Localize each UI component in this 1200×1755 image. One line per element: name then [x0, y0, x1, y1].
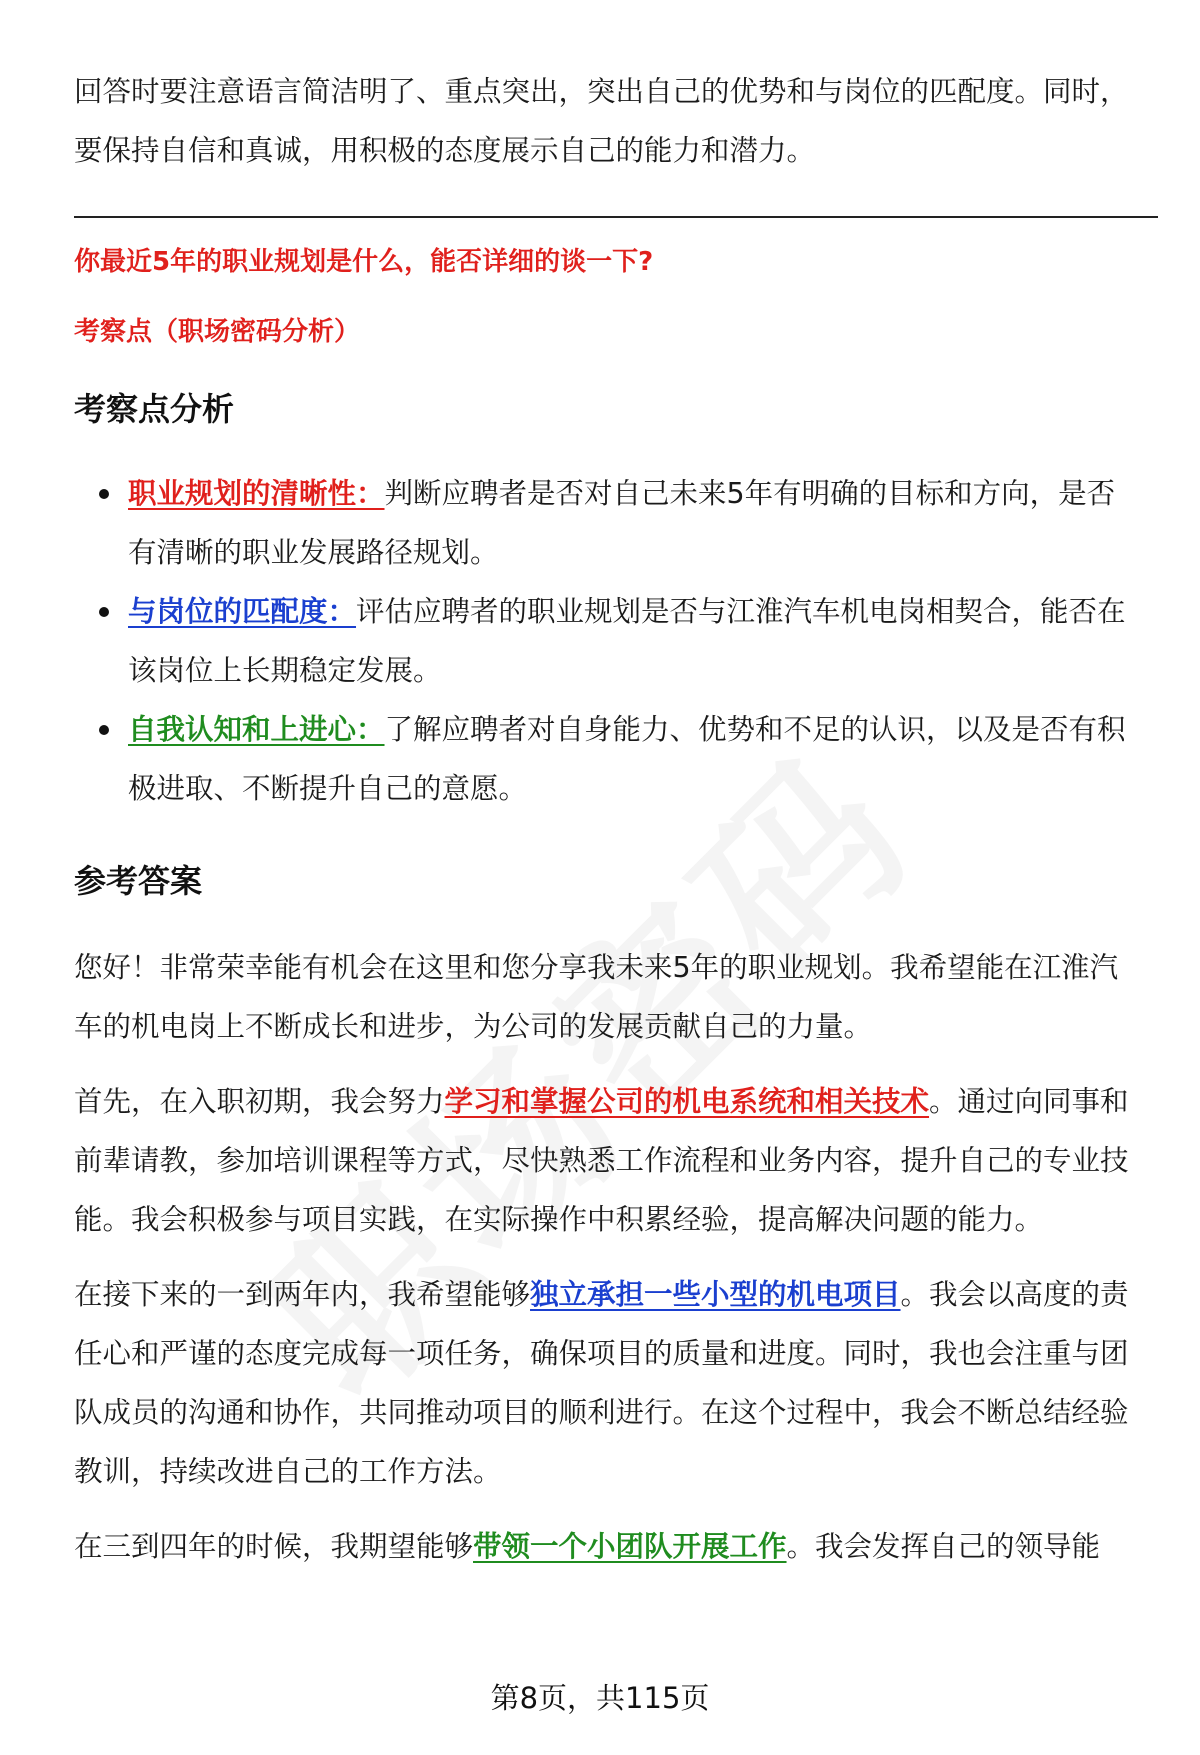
answer-text: 首先，在入职初期，我会努力 — [74, 1085, 445, 1118]
question-title: 你最近5年的职业规划是什么，能否详细的谈一下? — [74, 247, 654, 277]
answer-keyword: 带领一个小团队开展工作 — [473, 1530, 787, 1563]
answer-text: 。我会发挥自己的领导能 — [786, 1530, 1101, 1563]
analysis-item — [74, 582, 1136, 700]
intro-paragraph: 回答时要注意语言简洁明了、重点突出，突出自己的优势和与岗位的匹配度。同时，要保持自信和真诚，用积极的态度展示自己的能力和潜力。 — [74, 75, 1129, 167]
section-divider — [74, 216, 1158, 218]
analysis-text: 评估应聘者的职业规划是否与江淮汽车机电岗相契合，能否在该岗位上长期稳定发展。 — [128, 595, 1126, 687]
answer-paragraph-1: 您好！非常荣幸能有机会在这里和您分享我未来5年的职业规划。我希望能在江淮汽车的机电岗上不断成长和进步，为公司的发展贡献自己的力量。 — [74, 951, 1119, 1043]
analysis-list — [74, 464, 1136, 818]
answer-keyword: 学习和掌握公司的机电系统和相关技术 — [444, 1085, 930, 1118]
bullet-icon — [99, 489, 109, 499]
answer-paragraph-4 — [74, 1517, 1136, 1576]
analysis-item — [74, 700, 1136, 818]
answer-paragraph-2 — [74, 1072, 1136, 1249]
question-subtitle: 考察点（职场密码分析） — [74, 317, 361, 347]
bullet-icon — [99, 607, 109, 617]
analysis-text: 判断应聘者是否对自己未来5年有明确的目标和方向，是否有清晰的职业发展路径规划。 — [128, 477, 1116, 569]
answer-text: 。通过向同事和前辈请教，参加培训课程等方式，尽快熟悉工作流程和业务内容，提升自己的专业技能。我会积极参与项目实践，在实际操作中积累经验，提高解决问题的能力。 — [74, 1085, 1129, 1236]
analysis-text: 了解应聘者对自身能力、优势和不足的认识，以及是否有积极进取、不断提升自己的意愿。 — [128, 713, 1126, 805]
analysis-keyword: 与岗位的匹配度： — [128, 595, 357, 628]
answer-keyword: 独立承担一些小型的机电项目 — [530, 1278, 901, 1311]
answer-text: 在三到四年的时候，我期望能够 — [74, 1530, 474, 1563]
analysis-keyword: 职业规划的清晰性： — [128, 477, 385, 510]
answer-text: 在接下来的一到两年内，我希望能够 — [74, 1278, 531, 1311]
page-number: 第8页，共115页 — [490, 1681, 710, 1715]
answer-paragraph-3 — [74, 1265, 1136, 1501]
analysis-item — [74, 464, 1136, 582]
page-content — [74, 62, 1136, 1592]
bullet-icon — [99, 725, 109, 735]
answer-text: 。我会以高度的责任心和严谨的态度完成每一项任务，确保项目的质量和进度。同时，我也会注重与团队成员的沟通和协作，共同推动项目的顺利进行。在这个过程中，我会不断总结经验教训，持续改进自己的工作方法。 — [74, 1278, 1129, 1488]
answer-heading: 参考答案 — [74, 862, 203, 900]
analysis-heading: 考察点分析 — [74, 390, 235, 428]
analysis-keyword: 自我认知和上进心： — [128, 713, 385, 746]
